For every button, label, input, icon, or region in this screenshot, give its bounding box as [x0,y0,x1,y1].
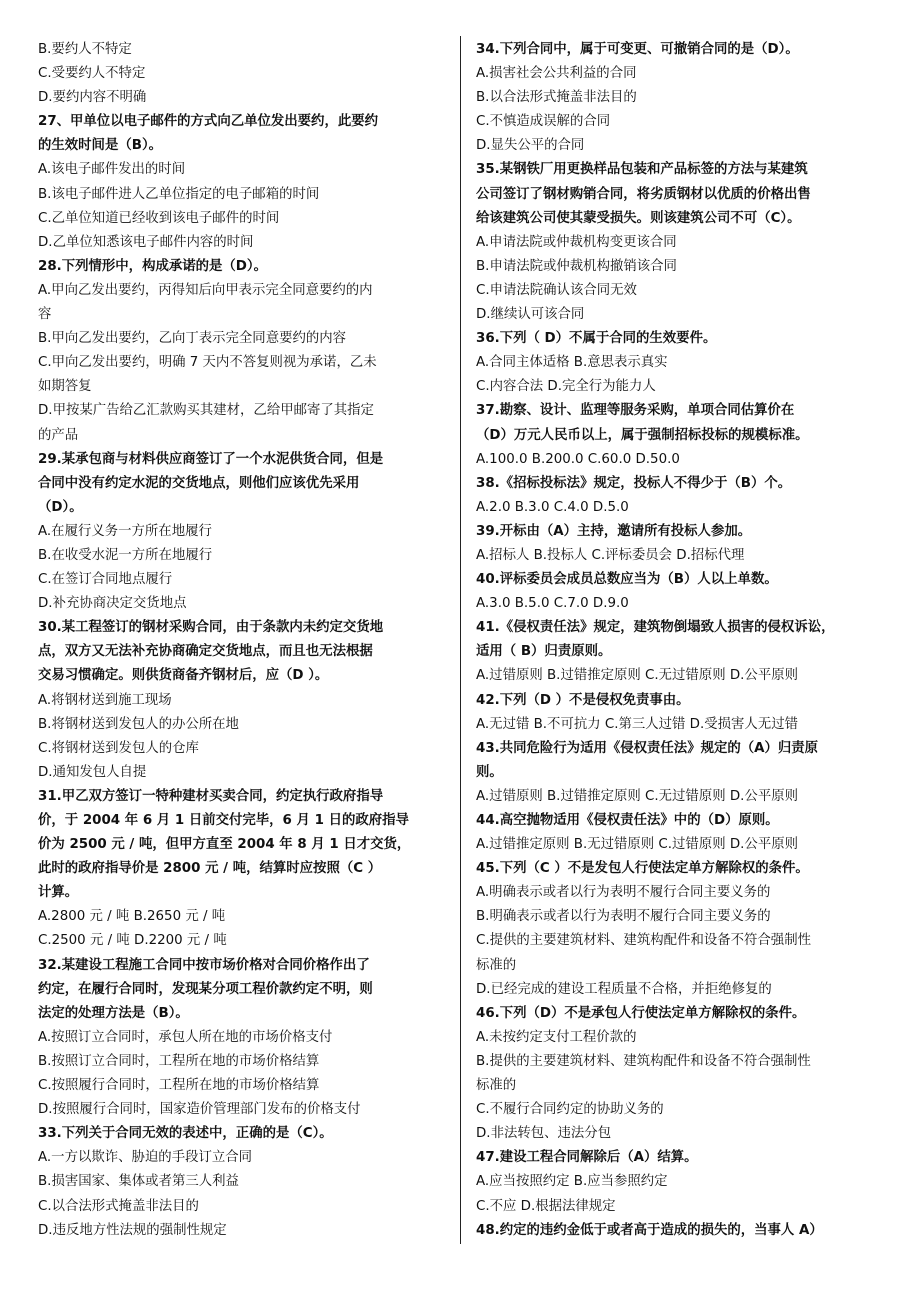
option-line: D.继续认可该合同 [476,307,585,323]
question-line: 47.建设工程合同解除后（A）结算。 [476,1150,698,1166]
question-line: 此时的政府指导价是 2800 元 / 吨，结算时应按照（C ） [38,861,382,877]
option-line: B.明确表示或者以行为表明不履行合同主要义务的 [476,909,771,925]
question-line: 38.《招标投标法》规定，投标人不得少于（B）个。 [476,475,792,491]
option-line: 的产品 [38,427,79,443]
option-line: A.申请法院或仲裁机构变更该合同 [476,234,677,250]
option-line: D.非法转包、违法分包 [476,1126,612,1142]
option-line: A.2800 元 / 吨 B.2650 元 / 吨 [38,909,226,925]
question-line: 42.下列（D ）不是侵权免责事由。 [476,692,690,708]
column-divider [460,36,461,1244]
option-line: A.过错推定原则 B.无过错原则 C.过错原则 D.公平原则 [476,837,798,853]
option-line: B.在收受水泥一方所在地履行 [38,547,213,563]
option-line: A.损害社会公共利益的合同 [476,66,637,82]
option-line: B.以合法形式掩盖非法目的 [476,90,637,106]
option-line: A.过错原则 B.过错推定原则 C.无过错原则 D.公平原则 [476,668,798,684]
option-line: C.乙单位知道已经收到该电子邮件的时间 [38,210,280,226]
option-line: 标准的 [476,1078,517,1094]
option-line: B.提供的主要建筑材料、建筑构配件和设备不符合强制性 [476,1053,811,1069]
option-line: A.明确表示或者以行为表明不履行合同主要义务的 [476,885,771,901]
option-line: C.不应 D.根据法律规定 [476,1198,616,1214]
question-line: 45.下列（C ）不是发包人行使法定单方解除权的条件。 [476,861,809,877]
question-line: 34.下列合同中，属于可变更、可撤销合同的是（D）。 [476,42,799,57]
option-line: A.按照订立合同时，承包人所在地的市场价格支付 [38,1029,333,1045]
question-line: 交易习惯确定。则供货商备齐钢材后，应（D ）。 [38,668,329,684]
option-line: C.在签订合同地点履行 [38,572,173,588]
option-line: C.不履行合同约定的协助义务的 [476,1102,664,1118]
option-line: C.2500 元 / 吨 D.2200 元 / 吨 [38,933,227,949]
option-line: D.补充协商决定交货地点 [38,596,187,612]
option-line: D.违反地方性法规的强制性规定 [38,1222,227,1238]
option-line: A.甲向乙发出要约，丙得知后向甲表示完全同意要约的内 [38,282,373,298]
option-line: B.该电子邮件进人乙单位指定的电子邮箱的时间 [38,186,320,202]
option-line: A.在履行义务一方所在地履行 [38,523,212,539]
question-line: 法定的处理方法是（B）。 [38,1005,189,1021]
option-line: 标准的 [476,957,517,973]
question-line: 32.某建设工程施工合同中按市场价格对合同价格作出了 [38,957,370,973]
question-line: 31.甲乙双方签订一特种建材买卖合同，约定执行政府指导 [38,788,384,804]
question-line: 29.某承包商与材料供应商签订了一个水泥供货合同，但是 [38,451,384,467]
question-line: 37.勘察、设计、监理等服务采购，单项合同估算价在 [476,403,795,419]
option-line: D.甲按某广告给乙汇款购买其建材，乙给甲邮寄了其指定 [38,403,374,419]
option-line: B.要约人不特定 [38,42,132,57]
question-line: 33.下列关于合同无效的表述中，正确的是（C）。 [38,1126,333,1142]
option-line: A.3.0 B.5.0 C.7.0 D.9.0 [476,596,629,612]
option-line: 如期答复 [38,379,92,395]
option-line: 容 [38,307,52,323]
option-line: B.甲向乙发出要约，乙向丁表示完全同意要约的内容 [38,331,347,347]
left-column [38,38,450,1243]
option-line: D.通知发包人自提 [38,764,147,780]
option-line: A.无过错 B.不可抗力 C.第三人过错 D.受损害人无过错 [476,716,798,732]
question-line: 39.开标由（A）主持，邀请所有投标人参加。 [476,523,752,539]
question-line: 的生效时间是（B）。 [38,138,163,154]
question-line: 41.《侵权责任法》规定，建筑物倒塌致人损害的侵权诉讼， [476,620,835,636]
question-line: 36.下列（ D）不属于合同的生效要件。 [476,331,717,347]
question-line: 适用（ B）归责原则。 [476,644,612,660]
option-line: B.申请法院或仲裁机构撤销该合同 [476,258,677,274]
option-line: C.按照履行合同时，工程所在地的市场价格结算 [38,1078,320,1094]
question-line: 则。 [476,764,503,780]
option-line: D.已经完成的建设工程质量不合格，并拒绝修复的 [476,981,772,997]
option-line: A.将钢材送到施工现场 [38,692,172,708]
option-line: D.要约内容不明确 [38,90,147,106]
option-line: A.一方以欺诈、胁迫的手段订立合同 [38,1150,253,1166]
question-line: 28.下列情形中，构成承诺的是（D）。 [38,258,267,274]
option-line: C.内容合法 D.完全行为能力人 [476,379,656,395]
option-line: C.提供的主要建筑材料、建筑构配件和设备不符合强制性 [476,933,811,949]
right-column [476,38,890,1243]
question-line: 48.约定的违约金低于或者高于造成的损失的，当事人 A） [476,1222,823,1238]
question-line: 46.下列（D）不是承包人行使法定单方解除权的条件。 [476,1005,806,1021]
question-line: （D）万元人民币以上，属于强制招标投标的规模标准。 [476,427,809,443]
option-line: D.乙单位知悉该电子邮件内容的时间 [38,234,254,250]
question-line: 40.评标委员会成员总数应当为（B）人以上单数。 [476,572,778,588]
question-line: 约定，在履行合同时，发现某分项工程价款约定不明，则 [38,981,373,997]
question-line: 计算。 [38,885,79,901]
option-line: A.2.0 B.3.0 C.4.0 D.5.0 [476,499,629,515]
question-line: 公司签订了钢材购销合同，将劣质钢材以优质的价格出售 [476,186,811,202]
option-line: B.将钢材送到发包人的办公所在地 [38,716,239,732]
question-line: 30.某工程签订的钢材采购合同，由于条款内未约定交货地 [38,620,384,636]
question-line: 43.共同危险行为适用《侵权责任法》规定的（A）归责原 [476,740,819,756]
question-line: 44.高空抛物适用《侵权责任法》中的（D）原则。 [476,813,779,828]
option-line: C.甲向乙发出要约，明确 7 天内不答复则视为承诺，乙未 [38,355,377,371]
question-line: 35.某钢铁厂用更换样品包装和产品标签的方法与某建筑 [476,162,808,178]
option-line: A.合同主体适格 B.意思表示真实 [476,355,668,371]
option-line: C.受要约人不特定 [38,66,146,82]
question-line: 27、甲单位以电子邮件的方式向乙单位发出要约，此要约 [38,114,379,130]
option-line: C.不慎造成误解的合同 [476,114,611,130]
option-line: C.将钢材送到发包人的仓库 [38,740,199,756]
question-line: 点，双方又无法补充协商确定交货地点，而且也无法根据 [38,644,373,660]
question-line: 价，于 2004 年 6 月 1 日前交付完毕，6 月 1 日的政府指导 [38,813,409,828]
option-line: A.未按约定支付工程价款的 [476,1029,637,1045]
question-line: 给该建筑公司使其蒙受损失。则该建筑公司不可（C）。 [476,210,801,226]
question-line: （D）。 [38,499,83,515]
option-line: A.应当按照约定 B.应当参照约定 [476,1174,668,1190]
option-line: A.该电子邮件发出的时间 [38,162,186,178]
option-line: A.招标人 B.投标人 C.评标委员会 D.招标代理 [476,547,745,563]
option-line: B.按照订立合同时，工程所在地的市场价格结算 [38,1053,320,1069]
option-line: A.过错原则 B.过错推定原则 C.无过错原则 D.公平原则 [476,788,798,804]
option-line: A.100.0 B.200.0 C.60.0 D.50.0 [476,451,680,467]
question-line: 价为 2500 元 / 吨，但甲方直至 2004 年 8 月 1 日才交货， [38,837,411,853]
question-line: 合同中没有约定水泥的交货地点，则他们应该优先采用 [38,475,360,491]
option-line: C.以合法形式掩盖非法目的 [38,1198,199,1214]
option-line: C.申请法院确认该合同无效 [476,282,637,298]
option-line: B.损害国家、集体或者第三人利益 [38,1174,239,1190]
option-line: D.显失公平的合同 [476,138,585,154]
option-line: D.按照履行合同时，国家造价管理部门发布的价格支付 [38,1102,361,1118]
